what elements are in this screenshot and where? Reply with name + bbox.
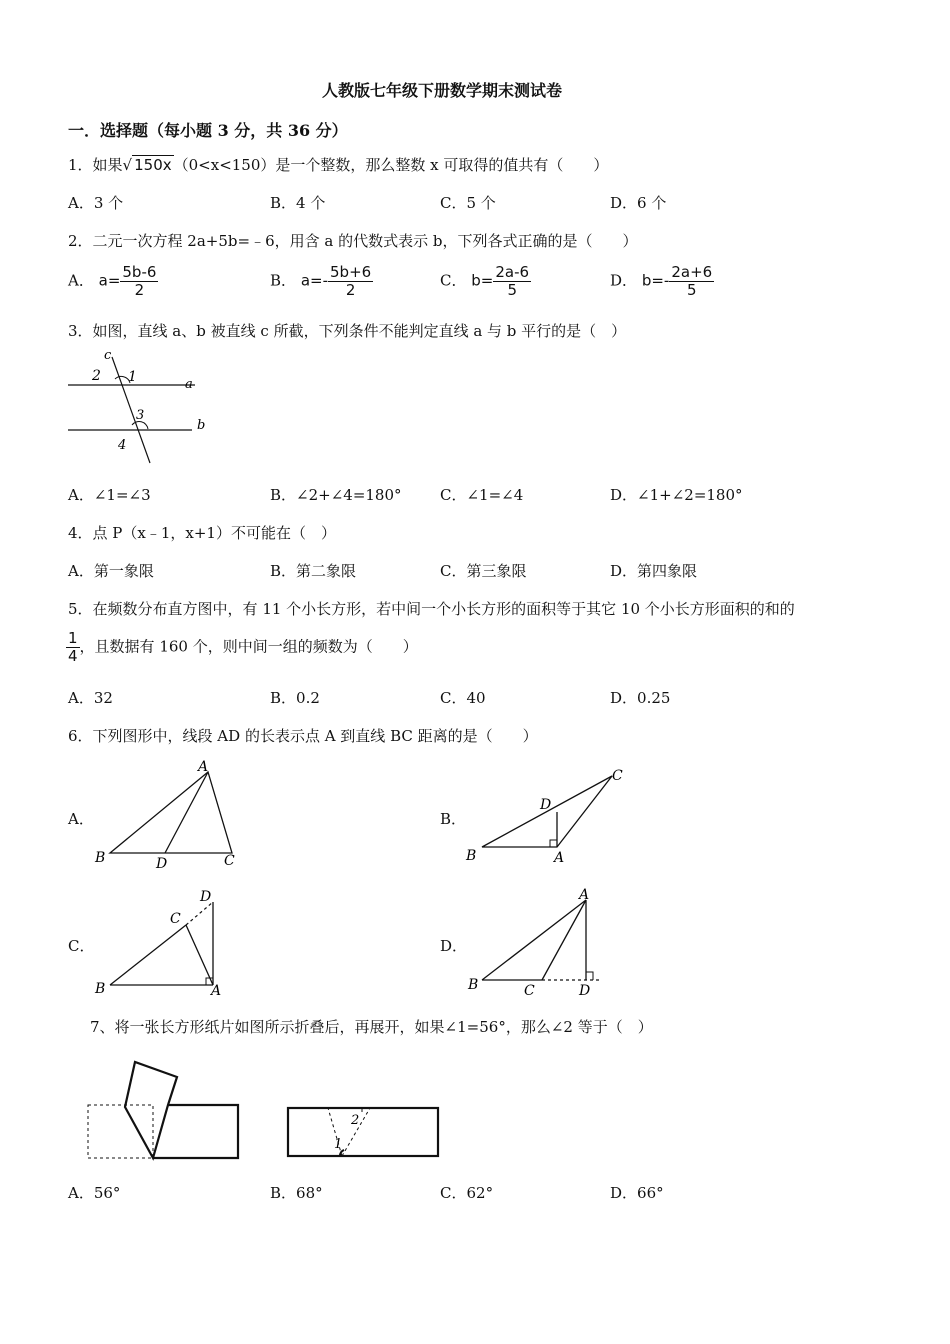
segment-ad — [165, 772, 208, 853]
rectangle-strip — [288, 1108, 438, 1156]
point-a-label: A — [211, 983, 222, 999]
label-1: 1 — [128, 369, 137, 385]
q7-option-d[interactable]: D．66° — [610, 1184, 664, 1202]
point-c-label: C — [170, 911, 181, 927]
fraction — [669, 264, 714, 299]
question-3-stem: 3．如图，直线 a、b 被直线 c 所截，下列条件不能判定直线 a 与 b 平行的是（ ） — [68, 322, 627, 340]
q7-fold-figure-right — [280, 1050, 450, 1165]
point-d-label: D — [156, 856, 168, 870]
segment-bc — [110, 925, 186, 985]
point-d-label: D — [200, 889, 212, 905]
point-a-label: A — [198, 759, 209, 775]
right-angle-mark — [586, 972, 593, 980]
point-a-label: A — [579, 887, 590, 903]
point-a-label: A — [554, 850, 565, 866]
q1-option-d[interactable]: D．6 个 — [610, 194, 667, 212]
q7-option-c[interactable]: C．62° — [440, 1184, 494, 1202]
q6-figure-d — [462, 886, 612, 1001]
fraction-denominator: 5 — [686, 281, 697, 299]
point-b-label: B — [95, 850, 106, 866]
point-c-label: C — [612, 768, 623, 784]
q7-option-b[interactable]: B．68° — [270, 1184, 323, 1202]
q2-option-b-label: B． — [270, 271, 297, 290]
parallel-lines-figure — [60, 345, 220, 470]
segment-ca — [186, 925, 213, 985]
q6-option-a-label[interactable]: A． — [68, 810, 94, 828]
fraction-denominator: 4 — [68, 647, 78, 665]
q4-option-b[interactable]: B．第二象限 — [270, 562, 357, 580]
point-c-label: C — [224, 853, 235, 869]
point-c-label: C — [524, 983, 535, 999]
point-b-label: B — [95, 981, 106, 997]
fraction — [120, 264, 158, 299]
question-4-stem: 4．点 P（x﹣1，x+1）不可能在（ ） — [68, 524, 336, 542]
q5-option-b[interactable]: B．0.2 — [270, 689, 320, 707]
q7-option-a[interactable]: A．56° — [68, 1184, 121, 1202]
q2-option-d[interactable] — [610, 264, 714, 299]
dashed-extension — [186, 902, 213, 925]
question-7-stem: 7、将一张长方形纸片如图所示折叠后，再展开，如果∠1=56°，那么∠2 等于（ ） — [90, 1018, 653, 1036]
point-b-label: B — [466, 848, 477, 864]
q4-option-c[interactable]: C．第三象限 — [440, 562, 527, 580]
angle-2-label: 2 — [351, 1113, 360, 1128]
fraction-denominator: 2 — [134, 281, 145, 299]
question-5-stem-line2 — [66, 630, 418, 665]
section-heading: 一．选择题（每小题 3 分，共 36 分） — [68, 121, 348, 140]
question-5-stem-rest: ，且数据有 160 个，则中间一组的频数为（ ） — [79, 637, 418, 656]
fraction-denominator: 2 — [345, 281, 356, 299]
right-angle-mark — [550, 840, 557, 847]
q6-figure-a — [90, 758, 250, 870]
q6-option-d-label[interactable]: D． — [440, 937, 468, 955]
q2-option-c[interactable] — [440, 264, 531, 299]
fraction-numerator: 5b+6 — [330, 263, 372, 281]
point-d-label: D — [579, 983, 591, 999]
label-c: c — [104, 348, 112, 363]
q2-option-a-label: A． — [68, 271, 94, 290]
fraction-numerator: 5b-6 — [122, 263, 157, 281]
label-a: a — [185, 377, 193, 392]
page-title: 人教版七年级下册数学期末测试卷 — [322, 81, 563, 100]
q2-option-c-label: C． — [440, 271, 467, 290]
q5-option-a[interactable]: A．32 — [68, 689, 113, 707]
q3-option-b[interactable]: B．∠2+∠4=180° — [270, 486, 402, 504]
q3-option-a[interactable]: A．∠1=∠3 — [68, 486, 151, 504]
question-2-stem: 2．二元一次方程 2a+5b=﹣6，用含 a 的代数式表示 b，下列各式正确的是（ ） — [68, 232, 638, 250]
q2-option-b[interactable] — [270, 264, 373, 299]
q1-option-b[interactable]: B．4 个 — [270, 194, 326, 212]
fraction-numerator: 1 — [68, 629, 78, 647]
q3-option-d[interactable]: D．∠1+∠2=180° — [610, 486, 743, 504]
label-2: 2 — [92, 368, 101, 384]
sqrt-expression: √ 150x — [122, 156, 172, 174]
q6-figure-b — [462, 762, 632, 868]
fraction-numerator: 2a+6 — [671, 263, 713, 281]
q6-option-b-label[interactable]: B． — [440, 810, 467, 828]
segment-ca — [542, 900, 586, 980]
question-1-prefix: 1．如果 — [68, 156, 123, 174]
q7-fold-figure-left — [80, 1050, 250, 1165]
point-d-label: D — [540, 797, 552, 813]
q4-option-a[interactable]: A．第一象限 — [68, 562, 154, 580]
q6-option-c-label[interactable]: C． — [68, 937, 95, 955]
question-1-stem — [68, 154, 608, 175]
q5-option-d[interactable]: D．0.25 — [610, 689, 671, 707]
point-b-label: B — [468, 977, 479, 993]
q2-option-b-lhs: a=- — [300, 271, 328, 290]
fraction-denominator: 5 — [507, 281, 517, 299]
fraction — [493, 264, 531, 299]
folded-flap — [125, 1062, 177, 1158]
q1-option-c[interactable]: C．5 个 — [440, 194, 496, 212]
label-4: 4 — [118, 438, 127, 453]
q2-option-d-lhs: b=- — [641, 271, 670, 290]
q3-option-c[interactable]: C．∠1=∠4 — [440, 486, 524, 504]
fraction — [328, 264, 373, 299]
angle-1-label: 1 — [334, 1137, 343, 1152]
label-b: b — [197, 418, 206, 433]
q1-option-a[interactable]: A．3 个 — [68, 194, 124, 212]
fraction-numerator: 2a-6 — [495, 263, 530, 281]
q4-option-d[interactable]: D．第四象限 — [610, 562, 698, 580]
q2-option-c-lhs: b= — [471, 271, 494, 290]
label-3: 3 — [136, 408, 145, 423]
q2-option-a[interactable] — [68, 264, 158, 299]
q6-figure-c — [90, 885, 240, 1000]
sqrt-radicand: 150x — [134, 156, 172, 174]
question-6-stem: 6．下列图形中，线段 AD 的长表示点 A 到直线 BC 距离的是（ ） — [68, 727, 538, 745]
q2-option-a-lhs: a= — [98, 271, 121, 290]
q2-option-d-label: D． — [610, 271, 638, 290]
question-1-suffix: （0<x<150）是一个整数，那么整数 x 可取得的值共有（ ） — [173, 156, 609, 174]
q5-option-c[interactable]: C．40 — [440, 689, 486, 707]
folded-area-outline — [88, 1105, 153, 1158]
question-5-stem-line1: 5．在频数分布直方图中，有 11 个小长方形，若中间一个小长方形的面积等于其它 10 个小长方形面积的和的 — [68, 600, 795, 618]
segment-ba — [482, 900, 586, 980]
fraction-one-quarter — [66, 630, 80, 665]
